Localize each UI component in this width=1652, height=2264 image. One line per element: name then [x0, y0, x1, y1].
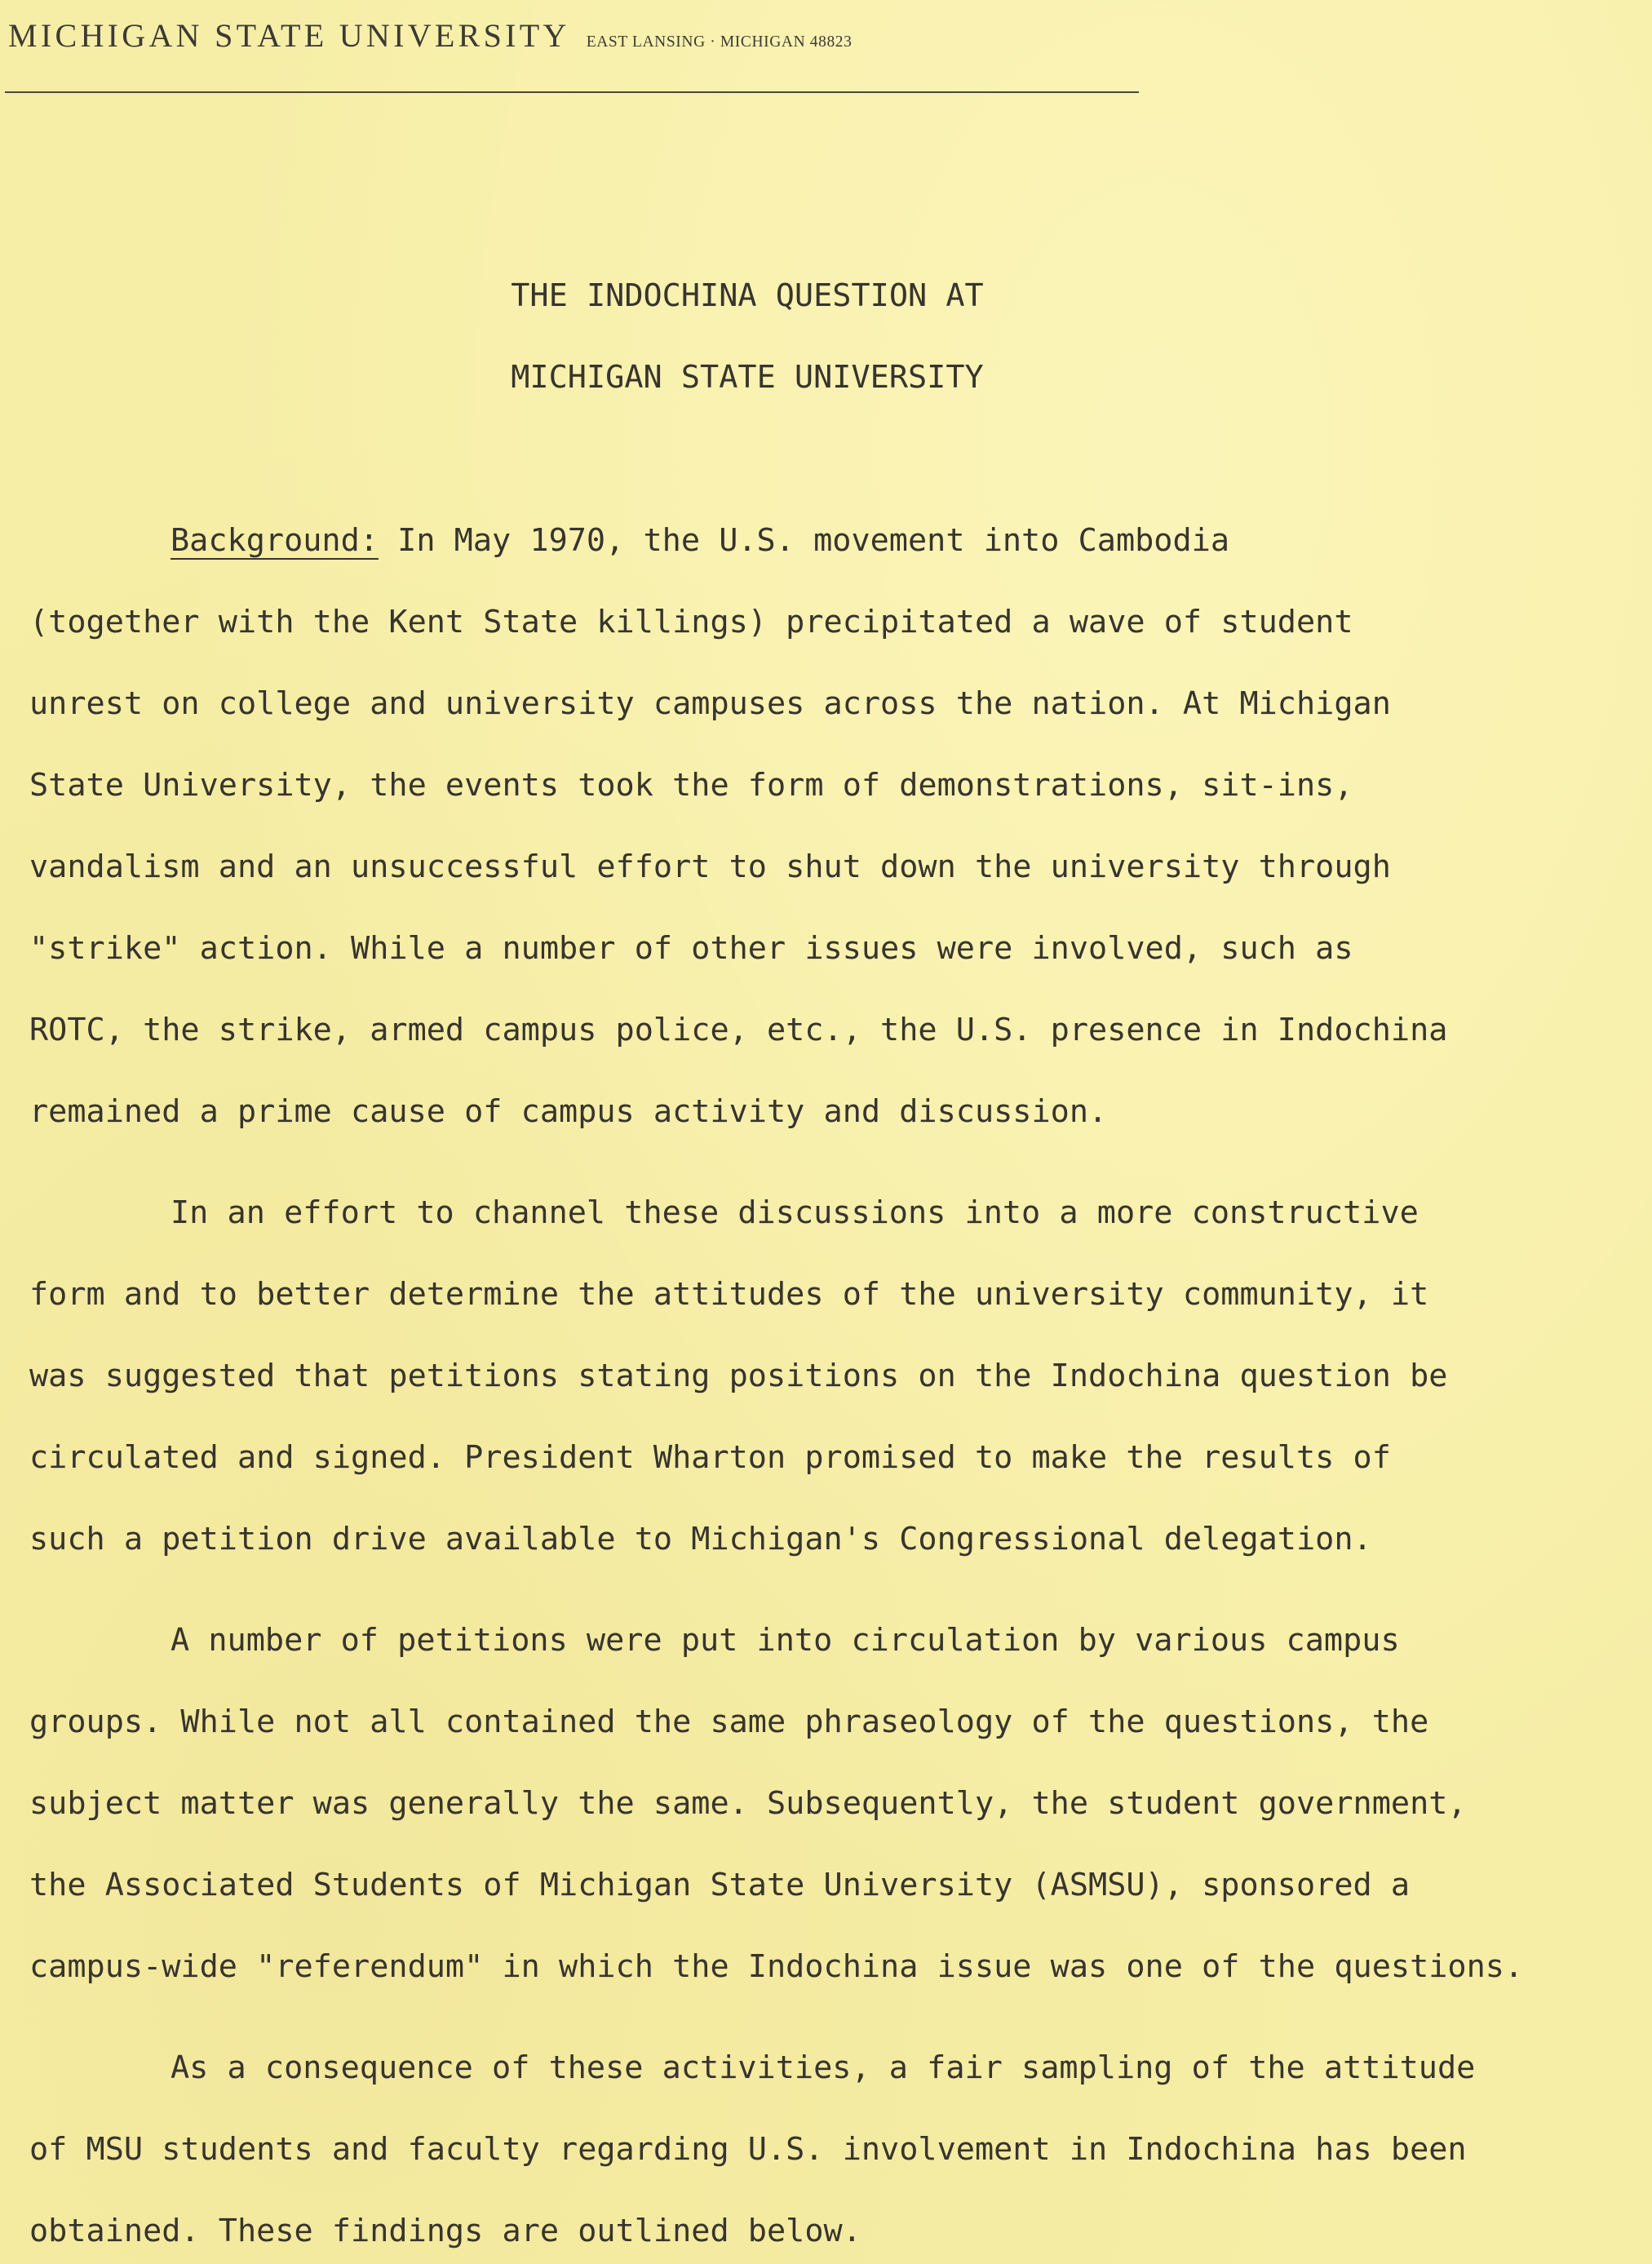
letterhead-divider [5, 91, 1139, 93]
paragraph-2-line-1: In an effort to channel these discussions into a more constructive [171, 1194, 1419, 1231]
paragraph-2-line-3: was suggested that petitions stating positions on the Indochina question be [29, 1358, 1448, 1394]
paragraph-3-line-1: A number of petitions were put into circulation by various campus [171, 1622, 1400, 1659]
paragraph-1-line-1 [171, 522, 1229, 559]
letterhead-address: EAST LANSING · MICHIGAN 48823 [586, 33, 853, 51]
paragraph-2-line-4: circulated and signed. President Wharton promised to make the results of [29, 1439, 1391, 1476]
paragraph-4-line-1: As a consequence of these activities, a fair sampling of the attitude [171, 2049, 1476, 2086]
paragraph-2-line-2: form and to better determine the attitudes of the university community, it [29, 1276, 1429, 1313]
letterhead [8, 16, 853, 55]
paragraph-2-line-5: such a petition drive available to Michigan's Congressional delegation. [29, 1521, 1372, 1557]
document-title-line-2: MICHIGAN STATE UNIVERSITY [511, 359, 984, 396]
paragraph-4-line-2: of MSU students and faculty regarding U.S. involvement in Indochina has been [29, 2131, 1467, 2168]
paragraph-1-line-4: State University, the events took the form of demonstrations, sit-ins, [29, 767, 1353, 804]
paragraph-3-line-3: subject matter was generally the same. Subsequently, the student government, [29, 1785, 1467, 1822]
paragraph-3-line-2: groups. While not all contained the same phraseology of the questions, the [29, 1704, 1429, 1740]
paragraph-3-line-4: the Associated Students of Michigan State University (ASMSU), sponsored a [29, 1867, 1411, 1903]
paragraph-1-line-1-text: In May 1970, the U.S. movement into Cambodia [378, 522, 1230, 559]
paragraph-1-line-3: unrest on college and university campuses across the nation. At Michigan [29, 685, 1391, 722]
letterhead-university-name: MICHIGAN STATE UNIVERSITY [8, 17, 570, 54]
paragraph-1-line-2: (together with the Kent State killings) precipitated a wave of student [29, 604, 1353, 640]
paragraph-4-line-3: obtained. These findings are outlined below. [29, 2213, 861, 2249]
paragraph-1-line-8: remained a prime cause of campus activity and discussion. [29, 1093, 1108, 1130]
document-title-line-1: THE INDOCHINA QUESTION AT [511, 277, 984, 314]
paragraph-1-line-7: ROTC, the strike, armed campus police, etc., the U.S. presence in Indochina [29, 1012, 1448, 1048]
paragraph-1-line-5: vandalism and an unsuccessful effort to shut down the university through [29, 848, 1391, 885]
paragraph-3-line-5: campus-wide "referendum" in which the Indochina issue was one of the questions. [29, 1948, 1524, 1985]
background-heading: Background: [171, 522, 379, 559]
paragraph-1-line-6: "strike" action. While a number of other issues were involved, such as [29, 930, 1353, 967]
